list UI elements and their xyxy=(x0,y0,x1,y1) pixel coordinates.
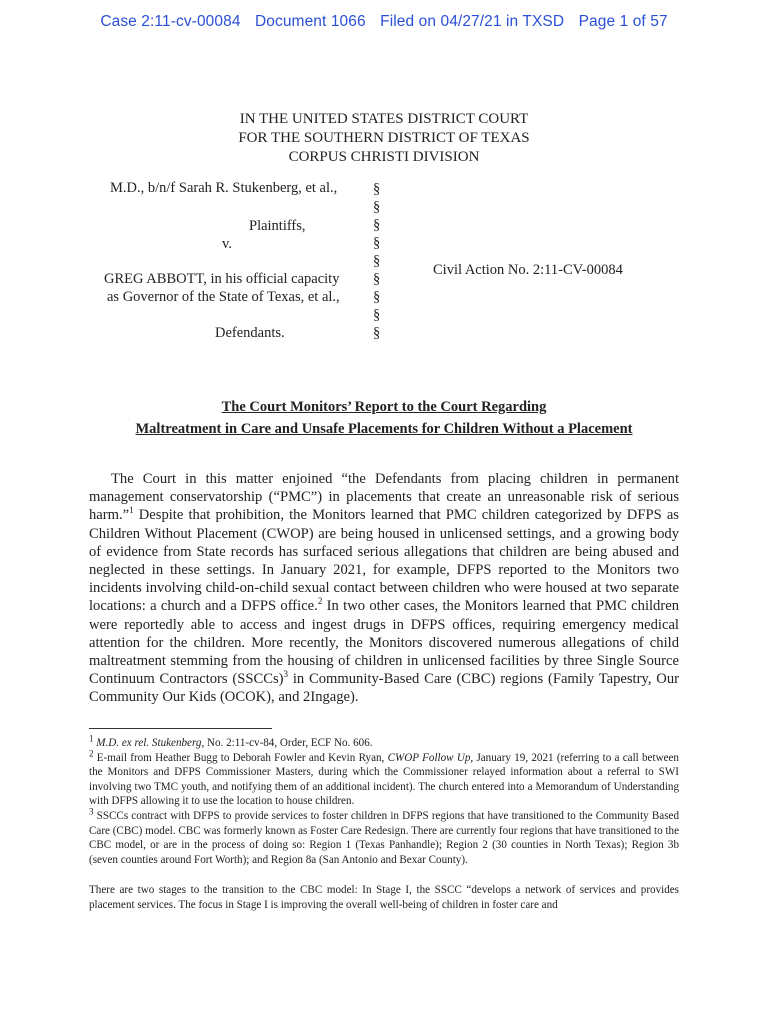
defendant-line-2: as Governor of the State of Texas, et al., xyxy=(107,289,340,305)
case-number: Case 2:11-cv-00084 xyxy=(100,13,241,30)
court-line-1: IN THE UNITED STATES DISTRICT COURT xyxy=(239,111,529,127)
footnote-2-text: , January 19, 2021 (referring to a call between the Monitors and DFPS Commissioner Masters, during which the Commissioner relayed information about a referral to SWI involving two TMC youth, and notifying them of an additional incident). The church entered into a Memorandum of Understanding with DFPS allowing it to use the location to house children. xyxy=(89,751,679,808)
section-mark: § xyxy=(373,253,381,269)
footnote-ref-2[interactable]: 2 xyxy=(317,596,323,607)
section-mark: § xyxy=(373,181,381,197)
section-mark: § xyxy=(373,307,381,323)
plaintiff-name: M.D., b/n/f Sarah R. Stukenberg, et al., xyxy=(110,180,338,196)
section-mark: § xyxy=(373,325,381,341)
defendants-label: Defendants. xyxy=(215,325,285,341)
section-mark: § xyxy=(373,235,381,251)
footnote-2 xyxy=(89,747,679,809)
court-heading xyxy=(0,110,768,167)
body-text-1: The Court in this matter enjoined “the Defendants from placing children in permanent management conservatorship (“PMC”) in placements that create an unreasonable risk of serious harm.” xyxy=(89,471,679,524)
footnote-3-text: SSCCs contract with DFPS to provide services to foster children in DFPS regions that have transitioned to the Community Based Care (CBC) model. CBC was formerly known as Foster Care Redesign. There are currently four regions that have transitioned to the CBC model, or are in the process of doing so: Region 1 (Texas Panhandle); Region 2 (30 counties in North Texas); Region 3b (seven counties around Fort Worth); and Region 8a (San Antonio and Bexar County). xyxy=(89,809,679,866)
footnote-number: 3 xyxy=(89,806,94,817)
footnotes xyxy=(89,733,679,913)
title-line-1: The Court Monitors’ Report to the Court Regarding xyxy=(221,399,547,415)
footnote-number: 1 xyxy=(89,733,94,744)
civil-action-number: Civil Action No. 2:11-CV-00084 xyxy=(433,262,623,278)
footnote-2-subject: CWOP Follow Up xyxy=(387,751,471,764)
body-text-4: in Community-Based Care (CBC) regions (Family Tapestry, Our Community Our Kids (OCOK), and 2Ingage). xyxy=(89,671,679,706)
filed-date: Filed on 04/27/21 in TXSD xyxy=(380,13,565,30)
court-line-3: CORPUS CHRISTI DIVISION xyxy=(288,149,480,165)
section-mark: § xyxy=(373,271,381,287)
footnote-2-text-start: E-mail from Heather Bugg to Deborah Fowler and Kevin Ryan, xyxy=(93,751,388,764)
section-mark: § xyxy=(373,217,381,233)
footnote-1 xyxy=(89,733,679,751)
report-title xyxy=(0,396,768,440)
plaintiffs-label: Plaintiffs, xyxy=(249,218,306,234)
footnote-3 xyxy=(89,806,679,867)
page-indicator: Page 1 of 57 xyxy=(578,13,668,30)
footnote-ref-1[interactable]: 1 xyxy=(129,505,134,516)
footnote-ref-3[interactable]: 3 xyxy=(283,669,289,680)
defendant-line-1: GREG ABBOTT, in his official capacity xyxy=(104,271,340,287)
footnote-1-text: , No. 2:11-cv-84, Order, ECF No. 606. xyxy=(201,737,373,749)
body-text-2: Despite that prohibition, the Monitors learned that PMC children categorized by DFPS as Children Without Placement (CWOP) are being housed in unlicensed settings, and a growing body of evidence from State records has surfaced serious allegations that children are being abused and neglected in these settings. In January 2021, for example, DFPS reported to the Monitors two incidents involving child-on-child sexual contact between children who were housed at two separate locations: a church and a DFPS office. xyxy=(89,507,679,615)
footnote-1-citation: M.D. ex rel. Stukenberg xyxy=(96,737,202,749)
section-mark: § xyxy=(373,199,381,215)
footnote-3-continued: There are two stages to the transition to the CBC model: In Stage I, the SSCC “develops a network of services and provides placement services. The focus in Stage I is improving the overall well-being of children in foster care and xyxy=(89,884,679,911)
body-paragraph xyxy=(89,470,679,707)
section-mark: § xyxy=(373,289,381,305)
title-line-2: Maltreatment in Care and Unsafe Placements for Children Without a Placement xyxy=(135,421,633,437)
versus: v. xyxy=(222,236,232,252)
footnote-number: 2 xyxy=(89,747,94,758)
body-text-3: In two other cases, the Monitors learned that PMC children were reportedly able to access and ingest drugs in DFPS offices, requiring emergency medical attention for the children. More recently, the Monitors discovered numerous allegations of child maltreatment stemming from the housing of children in unlicensed facilities by three Single Source Continuum Contractors (SSCCs) xyxy=(89,598,679,688)
court-line-2: FOR THE SOUTHERN DISTRICT OF TEXAS xyxy=(238,130,530,146)
filing-header xyxy=(0,13,768,31)
footnote-divider xyxy=(89,728,272,729)
document-number: Document 1066 xyxy=(254,13,366,30)
